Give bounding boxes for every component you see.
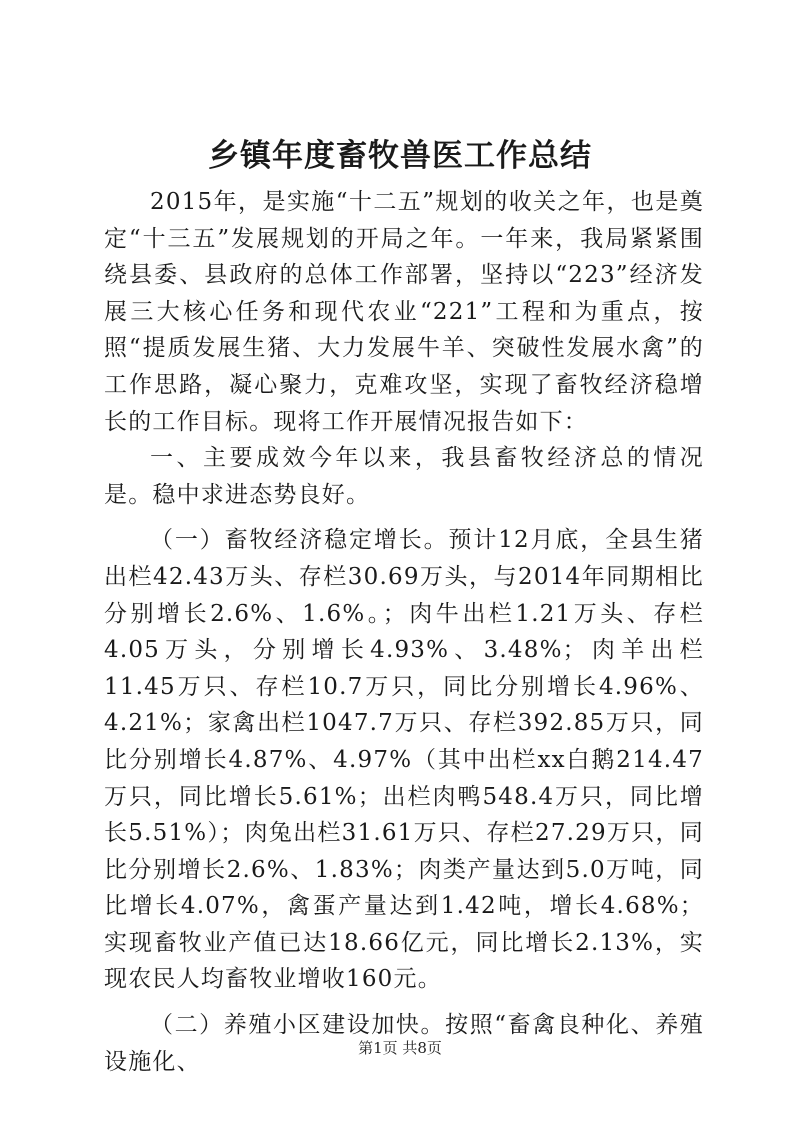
paragraph-livestock-growth: （一）畜牧经济稳定增长。预计12月底，全县生猪出栏42.43万头、存栏30.69万头，与2014年同期相比分别增长2.6%、1.6%。；肉牛出栏1.21万头、存栏4.05万头，分别增长4.93%、3.48%；肉羊出栏11.45万只、存栏10.7万只，同比分别增长4.96%、4.21%；家禽出栏1047.7万只、存栏392.85万只，同比分别增长4.87%、4.97%（其中出栏xx白鹅214.47万只，同比增长5.61%；出栏肉鸭548.4万只，同比增长5.51%）；肉兔出栏31.61万只、存栏27.29万只，同比分别增长2.6%、1.83%；肉类产量达到5.0万吨，同比增长4.07%，禽蛋产量达到1.42吨，增长4.68%；实现畜牧业产值已达18.66亿元，同比增长2.13%，实现农民人均畜牧业增收160元。 — [104, 527, 704, 993]
paragraph-breeding-zone: （二）养殖小区建设加快。按照“畜禽良种化、养殖设施化、 — [104, 1012, 704, 1075]
page-number-footer: 第1页 共8页 — [358, 1039, 442, 1057]
paragraph-intro: 2015年，是实施“十二五”规划的收关之年，也是奠定“十三五”发展规划的开局之年。一年来，我局紧紧围绕县委、县政府的总体工作部署，坚持以“223”经济发展三大核心任务和现代农业“221”工程和为重点，按照“提质发展生猪、大力发展牛羊、突破性发展水禽”的工作思路，凝心聚力，克难攻坚，实现了畜牧经济稳增长的工作目标。现将工作开展情况报告如下： — [104, 189, 704, 435]
document-body — [104, 184, 704, 1080]
paragraph-section-one: 一、主要成效今年以来，我县畜牧经济总的情况是。稳中求进态势良好。 — [104, 445, 704, 508]
document-title: 乡镇年度畜牧兽医工作总结 — [208, 138, 592, 174]
